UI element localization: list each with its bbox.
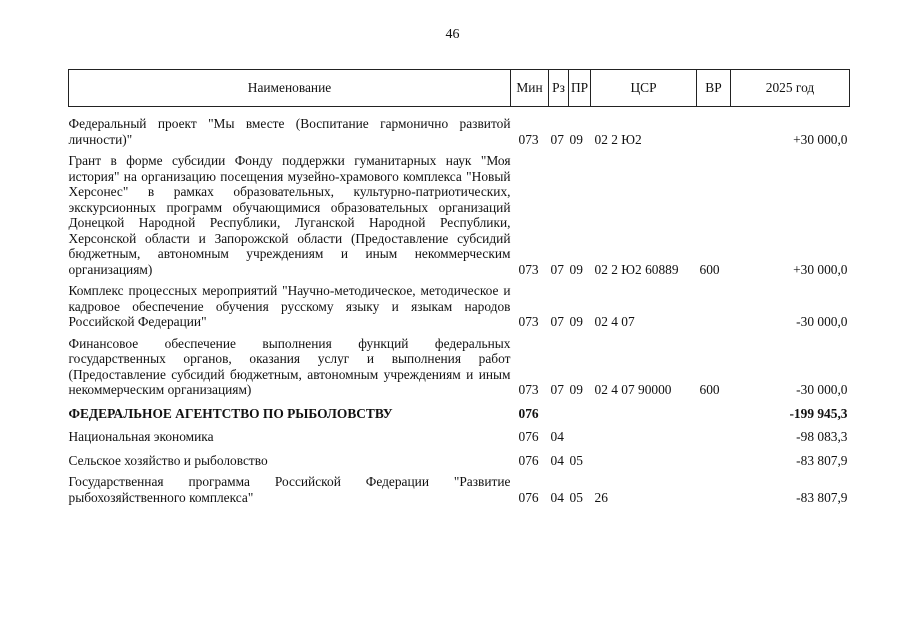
row-vr: 600 xyxy=(699,382,720,397)
row-name: Национальная экономика xyxy=(68,429,214,444)
row-csr: 26 xyxy=(594,489,608,505)
row-vr xyxy=(697,107,731,148)
row-pr: 09 xyxy=(569,131,583,147)
row-amount: +30 000,0 xyxy=(793,131,848,147)
row-rz: 04 xyxy=(550,452,564,468)
row-amount: -199 945,3 xyxy=(789,405,848,421)
row-vr: 600 xyxy=(699,261,720,277)
table-row xyxy=(69,330,850,398)
row-rz: 07 xyxy=(550,382,564,397)
row-min: 073 xyxy=(518,314,539,329)
row-pr: 09 xyxy=(569,382,583,397)
table-row xyxy=(69,468,850,505)
row-csr xyxy=(591,445,697,469)
row-csr xyxy=(591,421,697,445)
row-rz: 07 xyxy=(550,131,564,147)
row-pr: 09 xyxy=(569,314,583,329)
row-pr xyxy=(569,421,591,445)
row-min: 073 xyxy=(518,382,539,397)
row-name: Комплекс процессных мероприятий "Научно-методическое, методическое и кадровое обеспечение обучения русскому языку и языкам народов Российской Федерации" xyxy=(68,283,511,329)
row-vr xyxy=(697,421,731,445)
row-rz: 07 xyxy=(550,261,564,277)
table-row xyxy=(69,398,850,422)
row-vr xyxy=(697,468,731,505)
row-min: 076 xyxy=(518,429,539,444)
row-rz: 07 xyxy=(550,314,564,329)
row-pr xyxy=(569,398,591,422)
header-year: 2025 год xyxy=(731,70,850,107)
row-name: Грант в форме субсидии Фонду поддержки гуманитарных наук "Моя история" на организацию посещения музейно-храмового комплекса "Новый Херсонес" в рамках образовательных, культурно-патриотических, экскурсионных программ обучающимися образовательных организаций Донецкой Народной Республики, Луганской Народной Республики, Херсонской области и Запорожской области (Предоставление субсидий бюджетным, автономным учреждениям и иным некоммерческим организациям) xyxy=(68,153,511,277)
row-min: 073 xyxy=(518,131,539,147)
header-min: Мин xyxy=(511,70,549,107)
row-name: Федеральный проект "Мы вместе (Воспитание гармонично развитой личности)" xyxy=(68,116,511,147)
table-header-row xyxy=(69,70,850,107)
row-pr: 05 xyxy=(569,452,583,468)
row-amount: -83 807,9 xyxy=(796,489,848,505)
row-pr: 05 xyxy=(569,489,583,505)
row-rz xyxy=(549,398,569,422)
page-number: 46 xyxy=(445,27,460,42)
header-csr: ЦСР xyxy=(591,70,697,107)
header-pr: ПР xyxy=(569,70,591,107)
row-min: 076 xyxy=(518,489,539,505)
row-amount: +30 000,0 xyxy=(793,261,848,277)
row-min: 076 xyxy=(518,405,539,421)
row-vr xyxy=(697,398,731,422)
row-amount: -83 807,9 xyxy=(796,452,848,468)
budget-table xyxy=(68,69,850,505)
row-csr: 02 2 Ю2 60889 xyxy=(594,261,679,277)
table-row xyxy=(69,445,850,469)
table-row xyxy=(69,277,850,330)
row-min: 073 xyxy=(518,261,539,277)
row-rz: 04 xyxy=(550,489,564,505)
table-row xyxy=(69,107,850,148)
row-csr: 02 4 07 xyxy=(594,314,635,329)
row-csr xyxy=(591,398,697,422)
row-name: Государственная программа Российской Федерации "Развитие рыбохозяйственного комплекса" xyxy=(68,474,511,505)
row-amount: -30 000,0 xyxy=(796,382,848,397)
row-name: Сельское хозяйство и рыболовство xyxy=(68,452,268,468)
header-name: Наименование xyxy=(69,70,511,107)
row-vr xyxy=(697,277,731,330)
header-vr: ВР xyxy=(697,70,731,107)
row-vr xyxy=(697,445,731,469)
table-row xyxy=(69,147,850,277)
row-min: 076 xyxy=(518,452,539,468)
table-row xyxy=(69,421,850,445)
row-rz: 04 xyxy=(550,429,564,444)
row-amount: -30 000,0 xyxy=(796,314,848,329)
header-rz: Рз xyxy=(549,70,569,107)
row-csr: 02 4 07 90000 xyxy=(594,382,672,397)
row-pr: 09 xyxy=(569,261,583,277)
row-name: ФЕДЕРАЛЬНОЕ АГЕНТСТВО ПО РЫБОЛОВСТВУ xyxy=(68,405,393,421)
row-csr: 02 2 Ю2 xyxy=(594,131,642,147)
row-amount: -98 083,3 xyxy=(796,429,848,444)
row-name: Финансовое обеспечение выполнения функций федеральных государственных органов, оказания услуг и выполнения работ (Предоставление субсидий бюджетным, автономным учреждениям и иным некоммерческим организациям) xyxy=(68,335,511,397)
